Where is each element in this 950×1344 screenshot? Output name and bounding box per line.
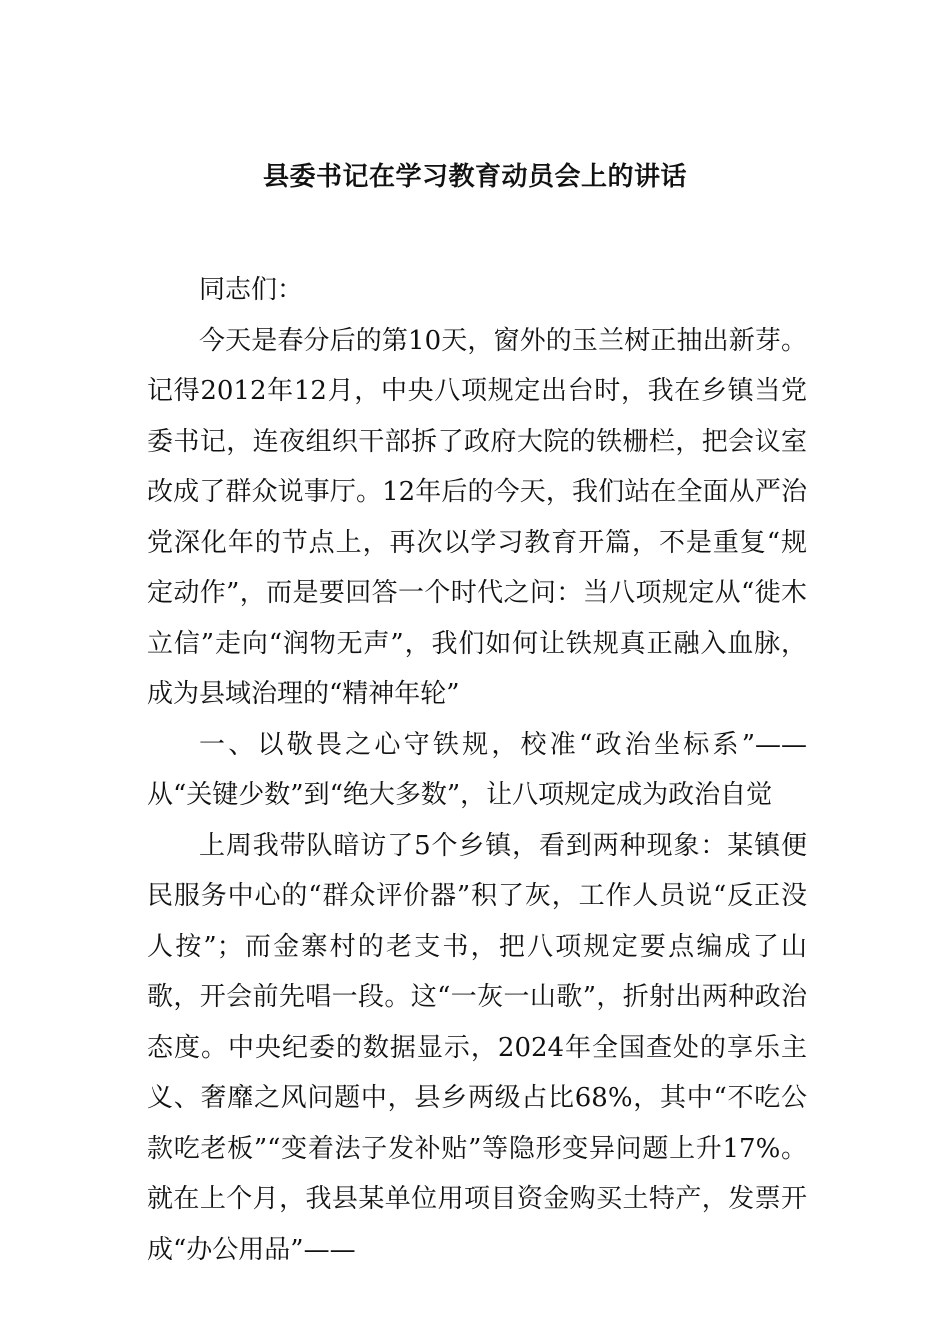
section-heading-1: 一、以敬畏之心守铁规，校准“政治坐标系”——从“关键少数”到“绝大多数”，让八项规定成为政治自觉 [147,729,807,810]
paragraph-section-1: 上周我带队暗访了5个乡镇，看到两种现象：某镇便民服务中心的“群众评价器”积了灰，工作人员说“反正没人按”；而金寨村的老支书，把八项规定要点编成了山歌，开会前先唱一段。这“一灰一山歌”，折射出两种政治态度。中央纪委的数据显示，2024年全国查处的享乐主义、奢靡之风问题中，县乡两级占比68%，其中“不吃公款吃老板”“变着法子发补贴”等隐形变异问题上升17%。就在上个月，我县某单位用项目资金购买土特产，发票开成“办公用品”—— [147,830,807,1265]
document-title: 县委书记在学习教育动员会上的讲话 [262,162,687,192]
document-body [147,265,807,1275]
salutation: 同志们： [199,275,304,305]
paragraph-intro: 今天是春分后的第10天，窗外的玉兰树正抽出新芽。记得2012年12月，中央八项规定出台时，我在乡镇当党委书记，连夜组织干部拆了政府大院的铁栅栏，把会议室改成了群众说事厅。12年后的今天，我们站在全面从严治党深化年的节点上，再次以学习教育开篇，不是重复“规定动作”，而是要回答一个时代之问：当八项规定从“徙木立信”走向“润物无声”，我们如何让铁规真正融入血脉，成为县域治理的“精神年轮” [147,325,807,709]
